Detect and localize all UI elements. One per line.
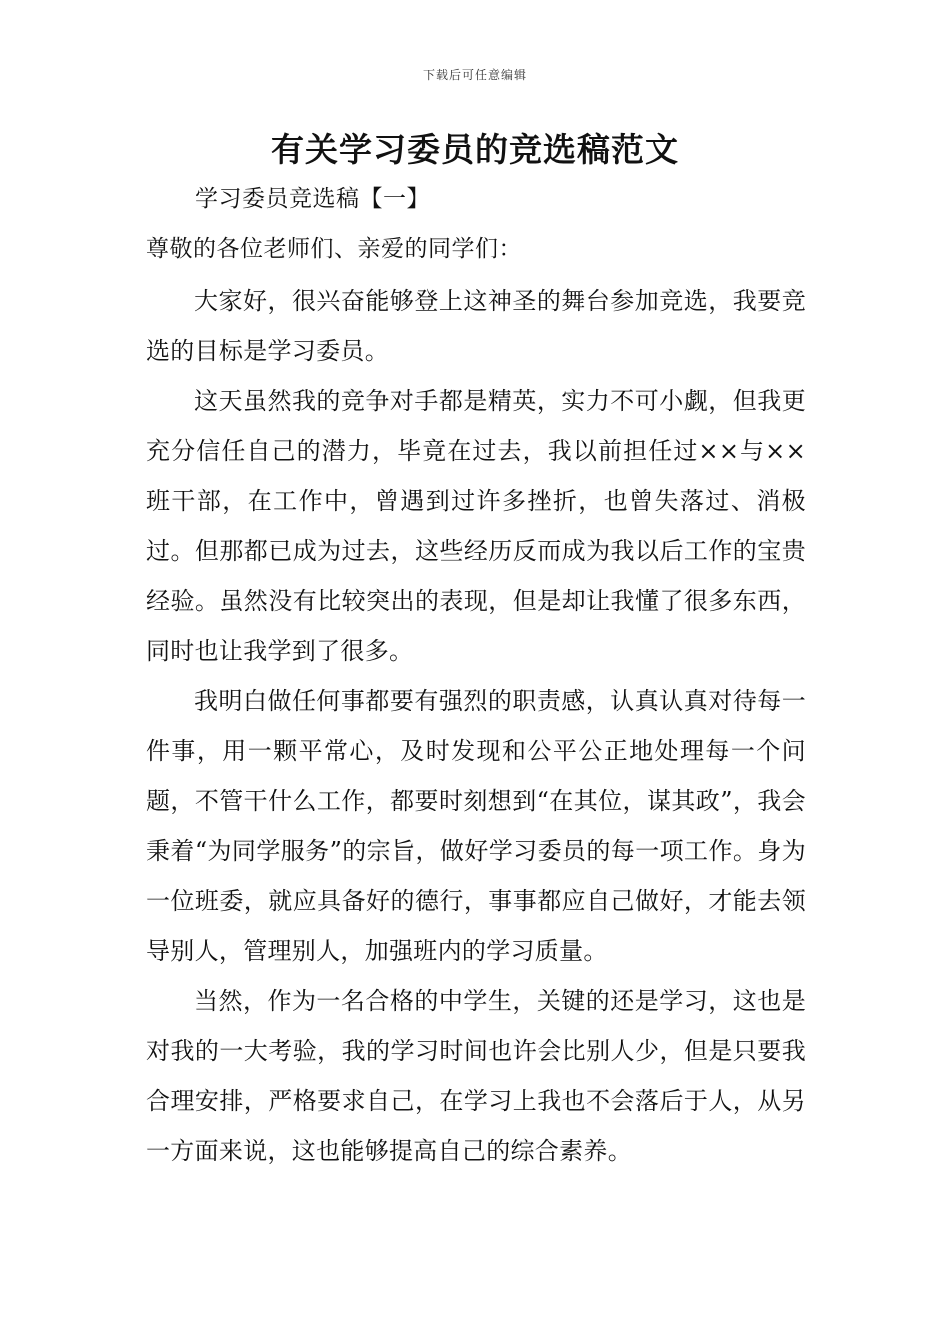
greeting: 尊敬的各位老师们、亲爱的同学们： (146, 236, 522, 262)
paragraph-3: 我明白做任何事都要有强烈的职责感，认真认真对待每一件事，用一颗平常心，及时发现和公平公正地处理每一个问题，不管干什么工作，都要时刻想到“在其位，谋其政”，我会秉着“为同学服务”的宗旨，做好学习委员的每一项工作。身为一位班委，就应具备好的德行，事事都应自己做好，才能去领导别人，管理别人，加强班内的学习质量。 (146, 687, 806, 965)
paragraph-2: 这天虽然我的竞争对手都是精英，实力不可小觑，但我更充分信任自己的潜力，毕竟在过去，我以前担任过××与××班干部，在工作中，曾遇到过许多挫折，也曾失落过、消极过。但那都已成为过去，这些经历反而成为我以后工作的宝贵经验。虽然没有比较突出的表现，但是却让我懂了很多东西，同时也让我学到了很多。 (146, 387, 806, 665)
header-note: 下载后可任意编辑 (422, 68, 527, 82)
body-text (146, 276, 806, 1176)
paragraph-4: 当然，作为一名合格的中学生，关键的还是学习，这也是对我的一大考验，我的学习时间也许会比别人少，但是只要我合理安排，严格要求自己，在学习上我也不会落后于人，从另一方面来说，这也能够提高自己的综合素养。 (146, 987, 806, 1165)
section-title: 学习委员竞选稿【一】 (195, 186, 430, 212)
document-title: 有关学习委员的竞选稿范文 (271, 130, 679, 169)
paragraph-1: 大家好，很兴奋能够登上这神圣的舞台参加竞选，我要竞选的目标是学习委员。 (146, 287, 806, 365)
